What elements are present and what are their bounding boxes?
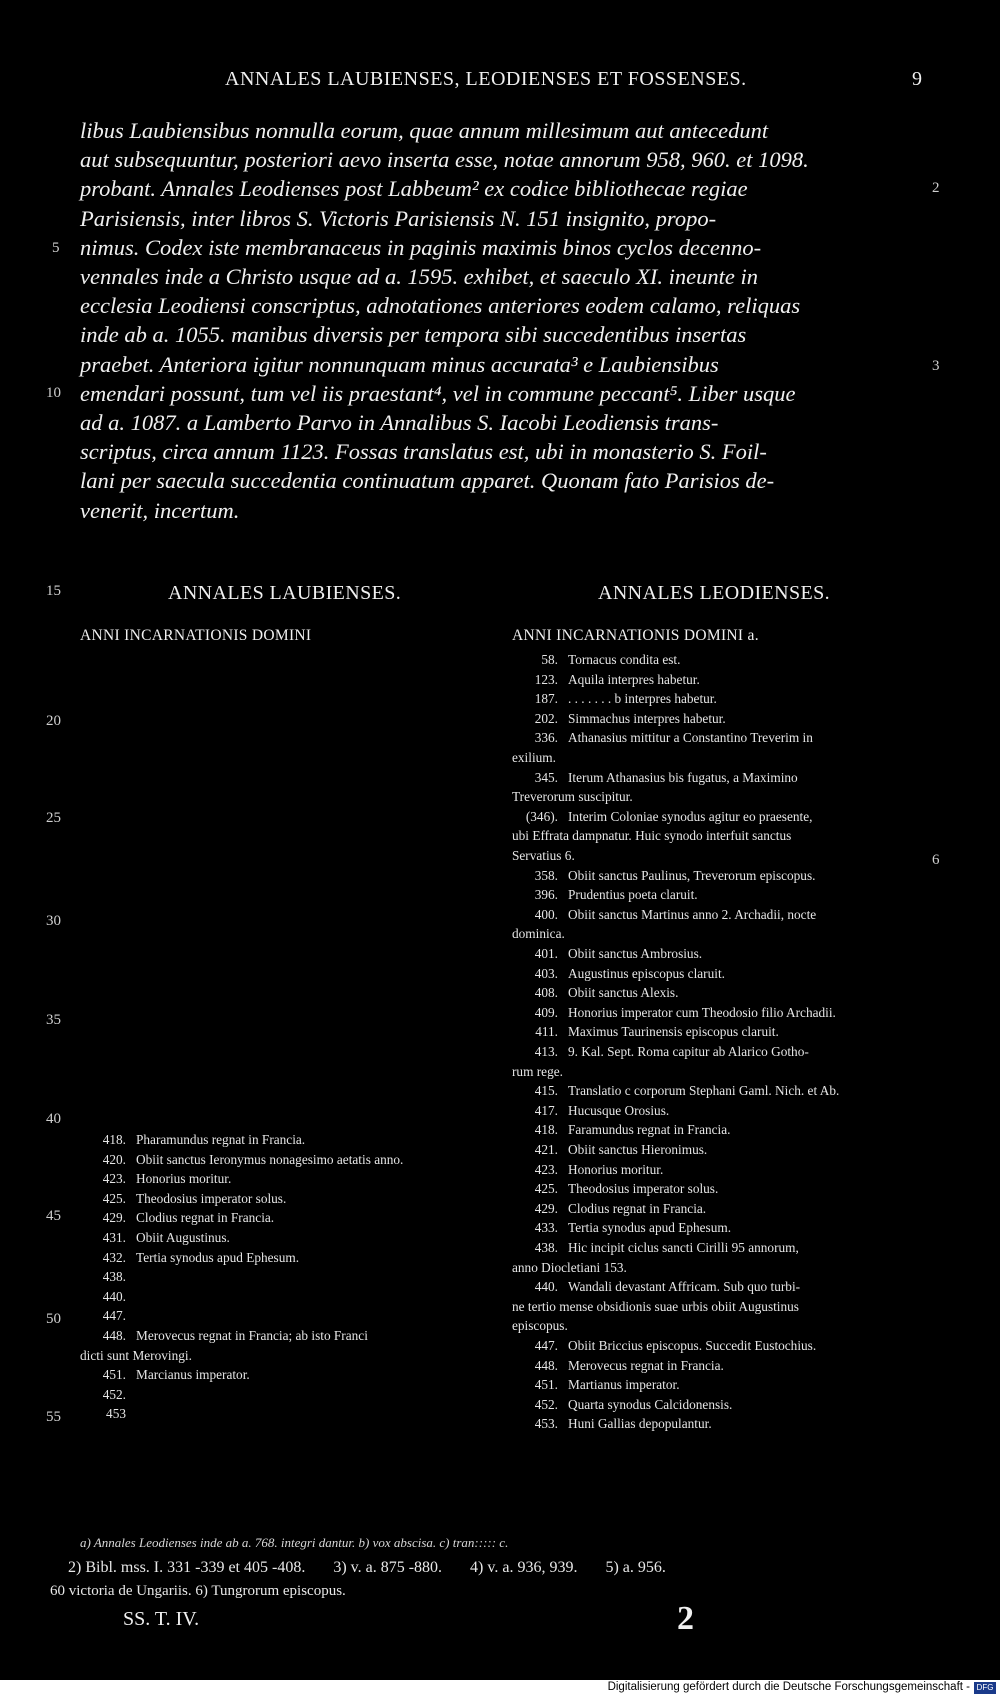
entry-text: Quarta synodus Calcidonensis. bbox=[568, 1396, 733, 1412]
entry-text: Merovecus regnat in Francia; ab isto Franci bbox=[136, 1328, 368, 1343]
entry-text: Obiit Briccius episcopus. Succedit Eustochius. bbox=[568, 1338, 817, 1353]
entry-text: Interim Coloniae synodus agitur eo praesente, bbox=[568, 808, 813, 824]
annal-entry bbox=[80, 1365, 498, 1384]
entry-year: 432. bbox=[102, 1249, 126, 1265]
entry-year: 187. bbox=[534, 691, 558, 707]
intro-paragraph bbox=[80, 116, 925, 525]
line-number: 10 bbox=[46, 385, 61, 401]
annal-entry bbox=[512, 983, 924, 1002]
line-number: 25 bbox=[46, 810, 61, 826]
entry-year: 447. bbox=[534, 1338, 558, 1353]
annal-entry bbox=[512, 866, 924, 885]
entry-year: 413. bbox=[534, 1044, 558, 1059]
annal-entry bbox=[80, 1326, 498, 1345]
entry-text: episcopus. bbox=[512, 1318, 568, 1334]
entry-year: 423. bbox=[102, 1171, 126, 1187]
line-number: 35 bbox=[46, 1012, 61, 1028]
annal-entry bbox=[512, 709, 924, 728]
line-number: 20 bbox=[46, 713, 61, 729]
intro-line: libus Laubiensibus nonnulla eorum, quae annum millesimum aut antecedunt bbox=[80, 118, 769, 143]
line-number: 30 bbox=[46, 913, 61, 929]
entry-year: 429. bbox=[102, 1210, 126, 1226]
footnotes-line-2: 60 victoria de Ungariis. 6) Tungrorum episcopus. bbox=[50, 1583, 346, 1599]
signature-mark: SS. T. IV. bbox=[123, 1608, 200, 1630]
entry-year: 438. bbox=[534, 1240, 558, 1255]
annal-entry bbox=[80, 1228, 498, 1247]
annal-entry bbox=[512, 1160, 924, 1179]
entry-text: dominica. bbox=[512, 926, 565, 942]
right-column-title: ANNALES LEODIENSES. bbox=[598, 582, 831, 604]
entry-year: 202. bbox=[534, 710, 558, 726]
entry-text: Maximus Taurinensis episcopus claruit. bbox=[568, 1024, 779, 1040]
footnotes-line-1 bbox=[68, 1559, 948, 1577]
entry-text: Obiit sanctus Ambrosius. bbox=[568, 946, 703, 961]
right-column-subtitle: ANNI INCARNATIONIS DOMINI a. bbox=[512, 627, 759, 644]
entry-text: Treverorum suscipitur. bbox=[512, 789, 633, 805]
annal-entry bbox=[512, 748, 924, 767]
annal-entry bbox=[512, 1238, 924, 1257]
annal-entry bbox=[80, 1306, 498, 1325]
entry-text: rum rege. bbox=[512, 1063, 563, 1079]
entry-text: Theodosius imperator solus. bbox=[568, 1181, 719, 1197]
annal-entry bbox=[512, 1140, 924, 1159]
left-column-subtitle: ANNI INCARNATIONIS DOMINI bbox=[80, 627, 312, 644]
line-number: 50 bbox=[46, 1311, 61, 1327]
entry-text: Obiit sanctus Alexis. bbox=[568, 985, 679, 1001]
entry-year: 358. bbox=[534, 867, 558, 883]
annal-entry bbox=[512, 1277, 924, 1296]
intro-line: ad a. 1087. a Lamberto Parvo in Annalibus S. Iacobi Leodiensis trans- bbox=[80, 410, 719, 436]
entry-text: Hucusque Orosius. bbox=[568, 1102, 670, 1118]
entry-year: 123. bbox=[534, 671, 558, 687]
entry-text: Aquila interpres habetur. bbox=[568, 671, 700, 687]
entry-year: 453 bbox=[106, 1406, 126, 1422]
annal-entry bbox=[512, 964, 924, 983]
entry-text: 9. Kal. Sept. Roma capitur ab Alarico Gotho- bbox=[568, 1044, 809, 1059]
intro-line: emendari possunt, tum vel iis praestant⁴, vel in commune peccant⁵. Liber usque bbox=[80, 380, 796, 406]
annal-entry bbox=[80, 1287, 498, 1306]
entry-text: Merovecus regnat in Francia. bbox=[568, 1357, 724, 1373]
entry-year: 403. bbox=[534, 965, 558, 981]
entry-year: 452. bbox=[102, 1386, 126, 1402]
entry-text: ne tertio mense obsidionis suae urbis obiit Augustinus bbox=[512, 1298, 799, 1314]
annal-entry bbox=[80, 1267, 498, 1286]
entry-year: 453. bbox=[534, 1416, 558, 1432]
annal-entry bbox=[512, 807, 924, 826]
entry-year: 336. bbox=[534, 730, 558, 746]
annal-entry bbox=[512, 944, 924, 963]
entry-year: 409. bbox=[534, 1004, 558, 1020]
line-number: 15 bbox=[46, 583, 61, 599]
running-head: ANNALES LAUBIENSES, LEODIENSES ET FOSSENSES. bbox=[225, 68, 747, 90]
annal-entry bbox=[80, 1248, 498, 1267]
entry-text: Huni Gallias depopulantur. bbox=[568, 1416, 712, 1432]
left-annals-list bbox=[80, 1130, 498, 1510]
entry-year: 425. bbox=[534, 1181, 558, 1197]
entry-text: Theodosius imperator solus. bbox=[136, 1190, 287, 1206]
intro-line: scriptus, circa annum 1123. Fossas translatus est, ubi in monasterio S. Foil- bbox=[80, 439, 767, 465]
entry-text: Servatius 6. bbox=[512, 848, 575, 863]
entry-text: anno Diocletiani 153. bbox=[512, 1259, 627, 1275]
intro-line: vennales inde a Christo usque ad a. 1595. exhibet, et saeculo XI. ineunte in bbox=[80, 264, 758, 290]
entry-year: 452. bbox=[534, 1396, 558, 1412]
entry-year: 451. bbox=[102, 1367, 126, 1383]
entry-year: 408. bbox=[534, 985, 558, 1001]
entry-text: Tornacus condita est. bbox=[568, 652, 681, 667]
annal-entry bbox=[512, 1297, 924, 1316]
annal-entry bbox=[80, 1385, 498, 1404]
entry-year: 451. bbox=[534, 1377, 558, 1393]
entry-year: 345. bbox=[534, 769, 558, 785]
entry-text: Obiit sanctus Martinus anno 2. Archadii, nocte bbox=[568, 906, 817, 922]
entry-text: Obiit sanctus Paulinus, Treverorum episcopus. bbox=[568, 867, 816, 883]
annal-entry bbox=[512, 1022, 924, 1041]
funding-banner bbox=[0, 1680, 1000, 1697]
entry-year: 448. bbox=[102, 1328, 126, 1343]
intro-line: lani per saecula succedentia continuatum apparet. Quonam fato Parisios de- bbox=[80, 468, 775, 494]
entry-year: 421. bbox=[534, 1142, 558, 1157]
annal-entry bbox=[512, 924, 924, 943]
entry-year: 423. bbox=[534, 1161, 558, 1177]
annal-entry bbox=[512, 689, 924, 708]
line-number: 5 bbox=[52, 240, 60, 256]
intro-line: Parisiensis, inter libros S. Victoris Parisiensis N. 151 insignito, propo- bbox=[80, 205, 717, 231]
annal-entry bbox=[80, 1169, 498, 1188]
entry-year: (346). bbox=[525, 808, 558, 824]
entry-year: 429. bbox=[534, 1200, 558, 1216]
line-number: 45 bbox=[46, 1208, 61, 1224]
annal-entry bbox=[512, 670, 924, 689]
annal-entry bbox=[512, 768, 924, 787]
footnote: 2) Bibl. mss. I. 331 -339 et 405 -408. bbox=[68, 1559, 306, 1576]
annal-entry bbox=[512, 1414, 924, 1433]
entry-year: 440. bbox=[534, 1279, 558, 1295]
footnote: 3) v. a. 875 -880. bbox=[333, 1559, 443, 1576]
entry-text: ubi Effrata dampnatur. Huic synodo interfuit sanctus bbox=[512, 828, 792, 844]
margin-note-number: 6 bbox=[932, 852, 940, 868]
entry-text: Obiit Augustinus. bbox=[136, 1230, 230, 1245]
entry-year: 447. bbox=[102, 1308, 126, 1324]
entry-text: Prudentius poeta claruit. bbox=[568, 887, 698, 903]
annal-entry bbox=[512, 1062, 924, 1081]
annal-entry bbox=[512, 1316, 924, 1335]
entry-text: Tertia synodus apud Ephesum. bbox=[568, 1220, 732, 1236]
annal-entry bbox=[512, 1199, 924, 1218]
annal-entry bbox=[512, 1336, 924, 1355]
entry-year: 431. bbox=[102, 1230, 126, 1245]
annal-entry bbox=[512, 826, 924, 845]
annal-entry bbox=[512, 787, 924, 806]
entry-year: 415. bbox=[534, 1083, 558, 1099]
entry-year: 418. bbox=[102, 1132, 126, 1147]
entry-text: exilium. bbox=[512, 750, 556, 765]
left-column-title: ANNALES LAUBIENSES. bbox=[168, 582, 402, 604]
entry-text: Translatio c corporum Stephani Gaml. Nich. et Ab. bbox=[568, 1083, 840, 1099]
intro-line: ecclesia Leodiensi conscriptus, adnotationes anteriores eodem calamo, reliquas bbox=[80, 293, 801, 319]
annal-entry bbox=[512, 1042, 924, 1061]
entry-text: dicti sunt Merovingi. bbox=[80, 1347, 192, 1363]
entry-year: 448. bbox=[534, 1357, 558, 1373]
footnote: 4) v. a. 936, 939. bbox=[470, 1559, 578, 1576]
annal-entry bbox=[512, 885, 924, 904]
annal-entry bbox=[512, 846, 924, 865]
margin-note-number: 2 bbox=[932, 180, 940, 196]
entry-year: 438. bbox=[102, 1269, 126, 1285]
intro-line: praebet. Anteriora igitur nonnunquam minus accurata³ e Laubiensibus bbox=[80, 351, 719, 377]
intro-line: venerit, incertum. bbox=[80, 497, 240, 523]
annal-entry bbox=[80, 1208, 498, 1227]
entry-text: Obiit sanctus Ieronymus nonagesimo aetatis anno. bbox=[136, 1151, 404, 1167]
entry-text: Pharamundus regnat in Francia. bbox=[136, 1132, 306, 1147]
entry-text: Clodius regnat in Francia. bbox=[568, 1200, 707, 1216]
entry-year: 425. bbox=[102, 1190, 126, 1206]
entry-text: Augustinus episcopus claruit. bbox=[568, 965, 725, 981]
variant-notes: a) Annales Leodienses inde ab a. 768. integri dantur. b) vox abscisa. c) tran::::: c. bbox=[80, 1535, 509, 1550]
entry-year: 58. bbox=[541, 652, 558, 667]
entry-text: Wandali devastant Affricam. Sub quo turbi- bbox=[568, 1279, 801, 1295]
annal-entry bbox=[80, 1189, 498, 1208]
annal-entry bbox=[80, 1346, 498, 1365]
entry-year: 401. bbox=[534, 946, 558, 961]
entry-text: Athanasius mittitur a Constantino Treverim in bbox=[568, 730, 813, 746]
entry-text: Faramundus regnat in Francia. bbox=[568, 1122, 731, 1138]
annal-entry bbox=[512, 1395, 924, 1414]
intro-line: inde ab a. 1055. manibus diversis per tempora sibi succedentibus insertas bbox=[80, 322, 747, 348]
entry-text: . . . . . . . b interpres habetur. bbox=[568, 691, 717, 707]
annal-entry bbox=[80, 1130, 498, 1149]
entry-year: 411. bbox=[535, 1024, 558, 1040]
annal-entry bbox=[512, 728, 924, 747]
entry-text: Marcianus imperator. bbox=[136, 1367, 250, 1383]
annal-entry bbox=[80, 1150, 498, 1169]
intro-line: aut subsequuntur, posteriori aevo inserta esse, notae annorum 958, 960. et 1098. bbox=[80, 147, 809, 173]
annal-entry bbox=[512, 1218, 924, 1237]
entry-year: 440. bbox=[102, 1288, 126, 1304]
intro-line: nimus. Codex iste membranaceus in paginis maximis binos cyclos decenno- bbox=[80, 234, 762, 260]
line-number: 55 bbox=[46, 1409, 61, 1425]
page-number: 9 bbox=[912, 68, 922, 90]
entry-year: 417. bbox=[534, 1102, 558, 1118]
entry-text: Martianus imperator. bbox=[568, 1377, 680, 1393]
entry-year: 420. bbox=[102, 1151, 126, 1167]
annal-entry bbox=[512, 650, 924, 669]
annal-entry bbox=[512, 1179, 924, 1198]
annal-entry bbox=[512, 1375, 924, 1394]
entry-text: Hic incipit ciclus sancti Cirilli 95 annorum, bbox=[568, 1240, 799, 1255]
annal-entry bbox=[512, 1101, 924, 1120]
entry-text: Honorius imperator cum Theodosio filio Archadii. bbox=[568, 1004, 836, 1020]
entry-text: Obiit sanctus Hieronimus. bbox=[568, 1142, 708, 1157]
annal-entry bbox=[80, 1404, 498, 1423]
annal-entry bbox=[512, 1120, 924, 1139]
annal-entry bbox=[512, 1356, 924, 1375]
annal-entry bbox=[512, 905, 924, 924]
annal-entry bbox=[512, 1003, 924, 1022]
signature-number: 2 bbox=[677, 1600, 694, 1637]
annal-entry bbox=[512, 1258, 924, 1277]
footnote: 5) a. 956. bbox=[605, 1559, 666, 1576]
entry-text: Honorius moritur. bbox=[568, 1161, 664, 1177]
line-number: 40 bbox=[46, 1111, 61, 1127]
entry-year: 418. bbox=[534, 1122, 558, 1138]
entry-text: Tertia synodus apud Ephesum. bbox=[136, 1249, 300, 1265]
entry-text: Honorius moritur. bbox=[136, 1171, 232, 1187]
dfg-logo: DFG bbox=[974, 1682, 996, 1694]
entry-text: Iterum Athanasius bis fugatus, a Maximino bbox=[568, 769, 798, 785]
entry-year: 400. bbox=[534, 906, 558, 922]
annal-entry bbox=[512, 1081, 924, 1100]
entry-text: Simmachus interpres habetur. bbox=[568, 710, 726, 726]
intro-line: probant. Annales Leodienses post Labbeum² ex codice bibliothecae regiae bbox=[80, 176, 748, 202]
margin-note-number: 3 bbox=[932, 358, 940, 374]
funding-text: Digitalisierung gefördert durch die Deutsche Forschungsgemeinschaft - bbox=[607, 1681, 970, 1693]
entry-year: 433. bbox=[534, 1220, 558, 1236]
right-annals-list bbox=[512, 650, 924, 1490]
entry-year: 396. bbox=[534, 887, 558, 903]
entry-text: Clodius regnat in Francia. bbox=[136, 1210, 275, 1226]
